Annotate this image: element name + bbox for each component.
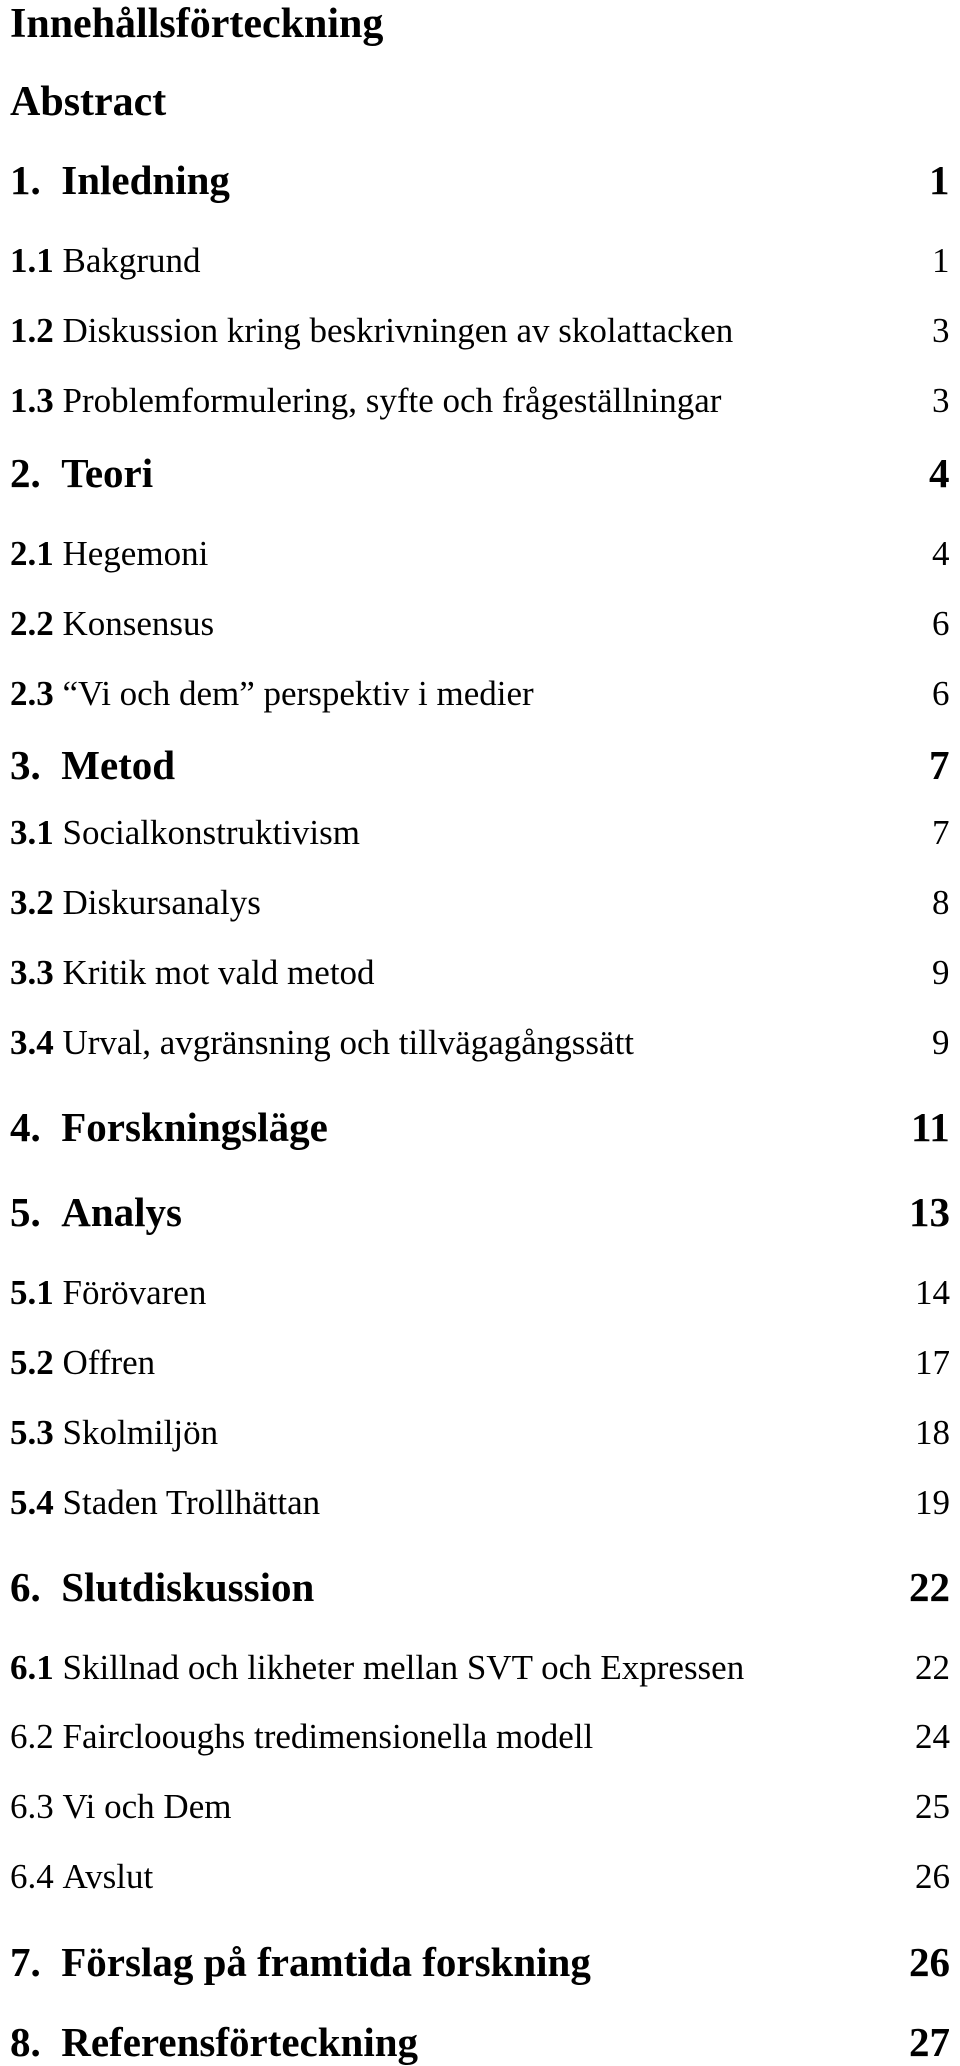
toc-entry-title xyxy=(10,381,721,421)
toc-entry-label: Förslag på framtida forskning xyxy=(61,1939,591,1985)
toc-entry-title xyxy=(10,953,375,993)
toc-entry-page: 3 xyxy=(932,381,950,420)
toc-entry-title xyxy=(10,1648,744,1688)
toc-entry-label: Offren xyxy=(62,1343,156,1382)
toc-entry-number: 2.3 xyxy=(10,674,54,713)
toc-entry-page: 7 xyxy=(932,813,950,852)
toc-entry-title xyxy=(10,1273,206,1313)
toc-entry-page: 24 xyxy=(915,1717,950,1756)
toc-entry-number: 5.1 xyxy=(10,1273,54,1312)
toc-entry-title xyxy=(10,1483,320,1523)
toc-entry-label: Diskursanalys xyxy=(62,883,261,922)
toc-entry-page: 13 xyxy=(909,1189,950,1235)
toc-entry-number: 2.1 xyxy=(10,534,54,573)
toc-entry-page: 25 xyxy=(915,1787,950,1826)
toc-entry-label: Förövaren xyxy=(62,1273,207,1312)
toc-entry-page: 22 xyxy=(915,1648,950,1687)
toc-entry-page: 26 xyxy=(909,1939,950,1985)
toc-entry-number: 1. xyxy=(10,157,41,203)
toc-entry-number: 1.3 xyxy=(10,381,54,420)
toc-entry-page: 14 xyxy=(915,1273,950,1312)
toc-entry-label: Hegemoni xyxy=(62,534,209,573)
toc-entry-title xyxy=(10,2018,418,2066)
toc-entry-number: 5. xyxy=(10,1189,41,1235)
toc-entry-page: 8 xyxy=(932,883,950,922)
toc-entry-page: 4 xyxy=(929,450,950,496)
toc-entry-page: 11 xyxy=(911,1104,950,1150)
toc-entry-label: Bakgrund xyxy=(62,241,201,280)
toc-entry-label: “Vi och dem” perspektiv i medier xyxy=(62,674,534,713)
toc-entry-title xyxy=(10,1188,182,1236)
toc-entry-page: 22 xyxy=(909,1564,950,1610)
toc-entry-title xyxy=(10,883,261,923)
toc-entry-label: Kritik mot vald metod xyxy=(62,953,375,992)
toc-entry-title xyxy=(10,1343,155,1383)
toc-entry-number: 1.1 xyxy=(10,241,54,280)
toc-entry-page: 6 xyxy=(932,604,950,643)
toc-entry-title xyxy=(10,604,214,644)
toc-entry-title xyxy=(10,741,175,789)
toc-entry-number: 6.1 xyxy=(10,1648,54,1687)
toc-entry-number: 8. xyxy=(10,2019,41,2065)
toc-entry-page: 6 xyxy=(932,674,950,713)
toc-entry-label: Staden Trollhättan xyxy=(62,1483,321,1522)
toc-entry-label: Avslut xyxy=(62,1857,154,1896)
toc-entry-page: 4 xyxy=(932,534,950,573)
toc-entry-number: 3.4 xyxy=(10,1023,54,1062)
toc-entry-label: Problemformulering, syfte och frågeställningar xyxy=(62,381,722,420)
toc-entry-title xyxy=(10,311,733,351)
toc-entry-number: 6.4 xyxy=(10,1857,54,1896)
toc-entry-number: 3.3 xyxy=(10,953,54,992)
toc-abstract-text: Abstract xyxy=(10,79,167,125)
toc-entry-title xyxy=(10,156,230,204)
toc-entry-label: Analys xyxy=(61,1189,183,1235)
toc-entry-number: 3. xyxy=(10,742,41,788)
toc-entry-label: Vi och Dem xyxy=(62,1787,232,1826)
toc-entry-title xyxy=(10,813,360,853)
toc-entry-title xyxy=(10,1103,328,1151)
toc-entry-label: Fairclooughs tredimensionella modell xyxy=(62,1717,594,1756)
toc-entry-title xyxy=(10,1563,314,1611)
toc-entry-page: 26 xyxy=(915,1857,950,1896)
toc-entry-number: 5.2 xyxy=(10,1343,54,1382)
toc-entry-label: Slutdiskussion xyxy=(61,1564,315,1610)
toc-entry-number: 5.3 xyxy=(10,1413,54,1452)
toc-entry-number: 3.1 xyxy=(10,813,54,852)
toc-entry-title xyxy=(10,1413,218,1453)
toc-entry-label: Skolmiljön xyxy=(62,1413,219,1452)
toc-entry-number: 2. xyxy=(10,450,41,496)
toc-entry-label: Socialkonstruktivism xyxy=(62,813,360,852)
toc-entry-number: 4. xyxy=(10,1104,41,1150)
toc-entry-title xyxy=(10,534,208,574)
toc-entry-title xyxy=(10,449,153,497)
toc-entry-title xyxy=(10,1717,593,1757)
toc-entry-title xyxy=(10,1787,231,1827)
toc-entry-label: Metod xyxy=(61,742,176,788)
toc-entry-page: 1 xyxy=(929,157,950,203)
toc-entry-number: 6.2 xyxy=(10,1717,54,1756)
toc-entry-title xyxy=(10,1938,591,1986)
toc-entry-title xyxy=(10,1023,634,1063)
toc-entry-number: 3.2 xyxy=(10,883,54,922)
toc-entry-label: Forskningsläge xyxy=(61,1104,328,1150)
toc-entry-page: 27 xyxy=(909,2019,950,2065)
toc-entry-title xyxy=(10,1857,153,1897)
toc-entry-page: 7 xyxy=(929,742,950,788)
toc-entry-number: 1.2 xyxy=(10,311,54,350)
toc-entry-label: Referensförteckning xyxy=(61,2019,419,2065)
toc-entry-number: 7. xyxy=(10,1939,41,1985)
toc-entry-label: Konsensus xyxy=(62,604,215,643)
toc-entry-page: 9 xyxy=(932,1023,950,1062)
toc-entry-title xyxy=(10,674,534,714)
toc-entry-title xyxy=(10,241,201,281)
toc-heading-text: Innehållsförteckning xyxy=(10,1,384,47)
toc-entry-page: 18 xyxy=(915,1413,950,1452)
toc-entry-label: Diskussion kring beskrivningen av skolattacken xyxy=(62,311,734,350)
toc-entry-number: 2.2 xyxy=(10,604,54,643)
toc-entry-number: 6.3 xyxy=(10,1787,54,1826)
toc-entry-page: 3 xyxy=(932,311,950,350)
toc-entry-label: Skillnad och likheter mellan SVT och Expressen xyxy=(62,1648,745,1687)
toc-entry-label: Inledning xyxy=(61,157,230,203)
toc-entry-page: 9 xyxy=(932,953,950,992)
toc-entry-label: Teori xyxy=(61,450,154,496)
toc-entry-number: 6. xyxy=(10,1564,41,1610)
toc-entry-number: 5.4 xyxy=(10,1483,54,1522)
toc-entry-page: 19 xyxy=(915,1483,950,1522)
toc-entry-label: Urval, avgränsning och tillvägagångssätt xyxy=(62,1023,635,1062)
toc-entry-page: 17 xyxy=(915,1343,950,1382)
toc-entry-page: 1 xyxy=(932,241,950,280)
